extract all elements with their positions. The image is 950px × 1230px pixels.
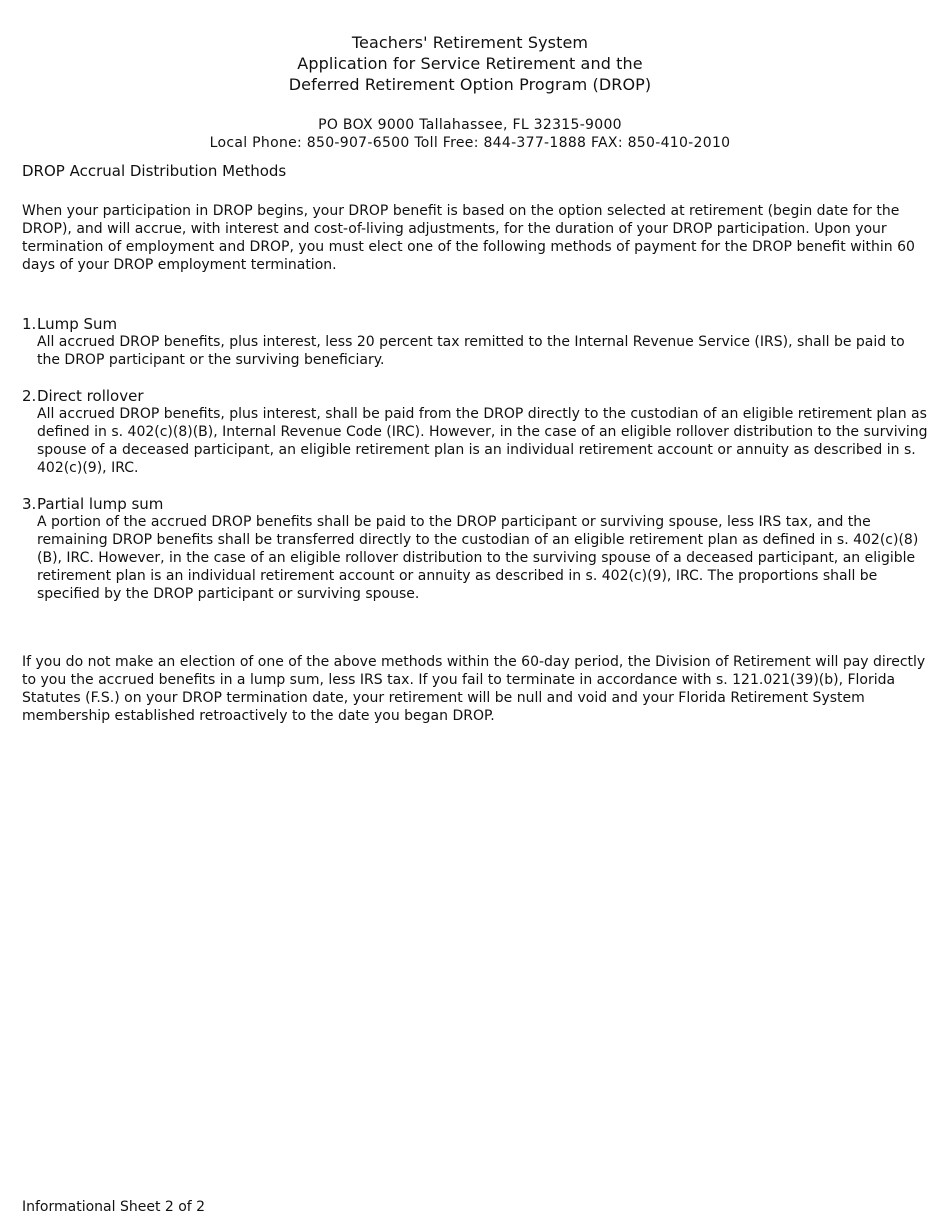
organization-title: Teachers' Retirement System (351, 33, 589, 52)
contact-block (0, 116, 940, 152)
method-item-partial-lump-sum (22, 495, 930, 603)
distribution-methods-list (22, 315, 930, 603)
document-header (0, 32, 940, 152)
method-item-direct-rollover (22, 387, 930, 477)
method-item-lump-sum (22, 315, 930, 369)
section-heading: DROP Accrual Distribution Methods (22, 162, 287, 180)
method-title: Lump Sum (37, 315, 118, 333)
method-description: A portion of the accrued DROP benefits shall be paid to the DROP participant or surviving spouse, less IRS tax, and the remaining DROP benefits shall be transferred directly to the custodian of an eligible retirement plan as defined in s. 402(c)(8)(B), IRC. However, in the case of an eligible rollover distribution to the surviving spouse of a deceased participant, an eligible retirement plan is an individual retirement account or annuity as described in s. 402(c)(9), IRC. The proportions shall be specified by the DROP participant or surviving spouse. (37, 514, 919, 602)
document-body (22, 161, 930, 739)
mailing-address: PO BOX 9000 Tallahassee, FL 32315-9000 (318, 117, 622, 133)
method-title: Direct rollover (37, 387, 144, 405)
method-description: All accrued DROP benefits, plus interest, less 20 percent tax remitted to the Internal Revenue Service (IRS), shall be paid to the DROP participant or the surviving beneficiary. (37, 334, 905, 368)
closing-paragraph: If you do not make an election of one of the above methods within the 60-day period, the Division of Retirement will pay directly to you the accrued benefits in a lump sum, less IRS tax. If you fail to terminate in accordance with s. 121.021(39)(b), Florida Statutes (F.S.) on your DROP termination date, your retirement will be null and void and your Florida Retirement System membership established retroactively to the date you began DROP. (22, 654, 926, 724)
intro-paragraph: When your participation in DROP begins, your DROP benefit is based on the option selected at retirement (begin date for the DROP), and will accrue, with interest and cost-of-living adjustments, for the duration of your DROP participation. Upon your termination of employment and DROP, you must elect one of the following methods of payment for the DROP benefit within 60 days of your DROP employment termination. (22, 203, 915, 273)
method-description: All accrued DROP benefits, plus interest, shall be paid from the DROP directly to the custodian of an eligible retirement plan as defined in s. 402(c)(8)(B), Internal Revenue Code (IRC). However, in the case of an eligible rollover distribution to the surviving spouse of a deceased participant, an eligible retirement plan is an individual retirement account or annuity as described in s. 402(c)(9), IRC. (37, 406, 928, 476)
method-number: 3. (22, 495, 37, 513)
form-title-line-2: Deferred Retirement Option Program (DROP) (288, 75, 652, 94)
page-footer: Informational Sheet 2 of 2 (22, 1199, 206, 1215)
form-title-line-1: Application for Service Retirement and the (297, 54, 643, 73)
method-number: 2. (22, 387, 37, 405)
phone-numbers: Local Phone: 850-907-6500 Toll Free: 844-377-1888 FAX: 850-410-2010 (209, 135, 731, 151)
method-number: 1. (22, 315, 37, 333)
method-title: Partial lump sum (37, 495, 164, 513)
